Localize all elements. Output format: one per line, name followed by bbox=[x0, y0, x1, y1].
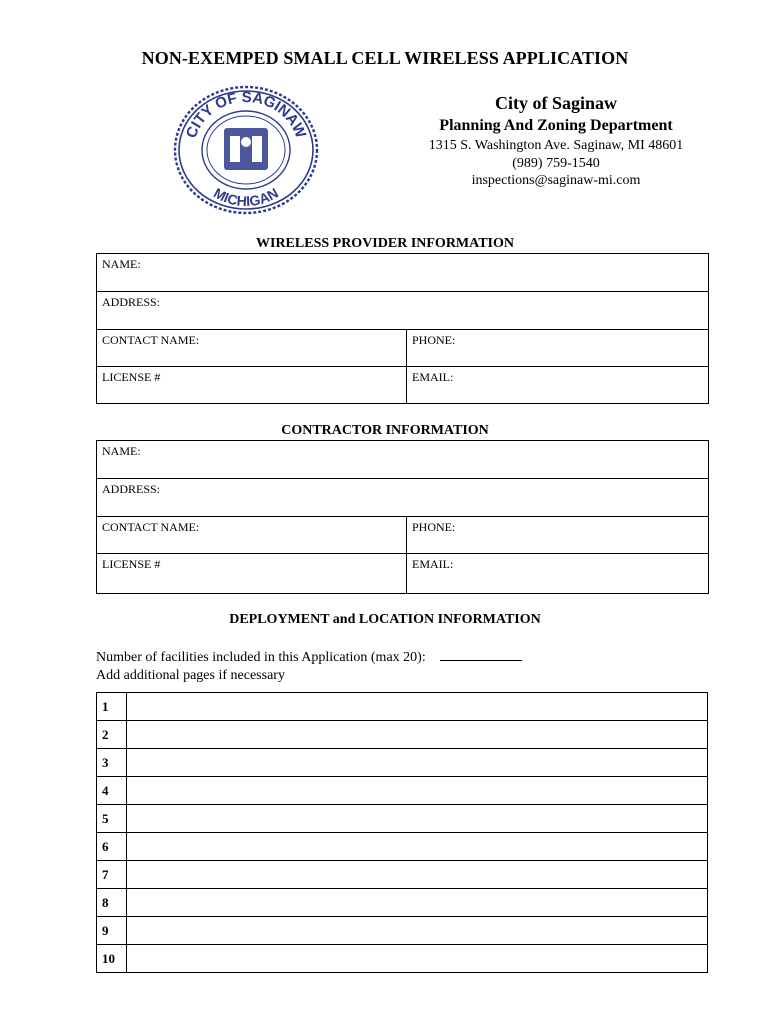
wireless-provider-table bbox=[96, 253, 709, 404]
contractor-heading: CONTRACTOR INFORMATION bbox=[281, 423, 489, 438]
provider-name-field[interactable] bbox=[97, 254, 709, 292]
provider-contact-label: CONTACT NAME: bbox=[102, 333, 200, 347]
facility-list-table bbox=[96, 692, 708, 973]
contractor-phone-field[interactable] bbox=[407, 517, 709, 554]
facility-row-number: 4 bbox=[97, 777, 127, 805]
facility-count-line bbox=[96, 648, 522, 685]
facility-row bbox=[97, 721, 708, 749]
facility-row-field[interactable] bbox=[127, 721, 708, 749]
contractor-contact-field[interactable] bbox=[97, 517, 407, 554]
facility-row bbox=[97, 749, 708, 777]
provider-license-field[interactable] bbox=[97, 367, 407, 404]
city-name: City of Saginaw bbox=[494, 93, 617, 113]
city-seal-icon bbox=[172, 84, 320, 216]
facility-row-number: 3 bbox=[97, 749, 127, 777]
contractor-contact-label: CONTACT NAME: bbox=[102, 520, 200, 534]
facility-row-number: 7 bbox=[97, 861, 127, 889]
seal-top-text: CITY OF SAGINAW bbox=[182, 88, 310, 141]
facility-row bbox=[97, 917, 708, 945]
facility-row-field[interactable] bbox=[127, 777, 708, 805]
contractor-table bbox=[96, 440, 709, 594]
seal-bottom-text: MICHIGAN bbox=[211, 184, 281, 210]
provider-address-label: ADDRESS: bbox=[102, 295, 161, 309]
deployment-heading: DEPLOYMENT and LOCATION INFORMATION bbox=[229, 612, 541, 627]
facility-row-number: 6 bbox=[97, 833, 127, 861]
facility-row-field[interactable] bbox=[127, 805, 708, 833]
contractor-name-field[interactable] bbox=[97, 441, 709, 479]
facility-row bbox=[97, 693, 708, 721]
facility-row bbox=[97, 805, 708, 833]
contractor-phone-label: PHONE: bbox=[412, 520, 456, 534]
facility-row-field[interactable] bbox=[127, 889, 708, 917]
provider-phone-label: PHONE: bbox=[412, 333, 456, 347]
facility-row-number: 1 bbox=[97, 693, 127, 721]
facility-row-field[interactable] bbox=[127, 917, 708, 945]
facility-count-label: Number of facilities included in this Application (max 20): bbox=[96, 650, 426, 665]
department-address: 1315 S. Washington Ave. Saginaw, MI 48601 bbox=[428, 138, 684, 153]
department-email: inspections@saginaw-mi.com bbox=[471, 173, 641, 188]
facility-row-field[interactable] bbox=[127, 749, 708, 777]
provider-license-label: LICENSE # bbox=[102, 370, 161, 384]
contractor-email-label: EMAIL: bbox=[412, 557, 454, 571]
facility-row-number: 8 bbox=[97, 889, 127, 917]
facility-row bbox=[97, 945, 708, 973]
facility-row-number: 5 bbox=[97, 805, 127, 833]
facility-row-field[interactable] bbox=[127, 693, 708, 721]
document-title: NON-EXEMPED SMALL CELL WIRELESS APPLICATION bbox=[141, 48, 629, 68]
additional-pages-note: Add additional pages if necessary bbox=[96, 668, 285, 683]
provider-email-field[interactable] bbox=[407, 367, 709, 404]
contractor-email-field[interactable] bbox=[407, 554, 709, 594]
department-name: Planning And Zoning Department bbox=[439, 117, 673, 134]
contractor-license-field[interactable] bbox=[97, 554, 407, 594]
provider-email-label: EMAIL: bbox=[412, 370, 454, 384]
provider-name-label: NAME: bbox=[102, 257, 141, 271]
facility-row-field[interactable] bbox=[127, 945, 708, 973]
facility-count-input[interactable] bbox=[440, 648, 522, 661]
contractor-address-field[interactable] bbox=[97, 479, 709, 517]
facility-row-number: 9 bbox=[97, 917, 127, 945]
provider-contact-field[interactable] bbox=[97, 330, 407, 367]
facility-row bbox=[97, 861, 708, 889]
department-header bbox=[400, 92, 712, 190]
provider-phone-field[interactable] bbox=[407, 330, 709, 367]
facility-row-field[interactable] bbox=[127, 861, 708, 889]
contractor-address-label: ADDRESS: bbox=[102, 482, 161, 496]
provider-address-field[interactable] bbox=[97, 292, 709, 330]
facility-row bbox=[97, 777, 708, 805]
facility-row-number: 2 bbox=[97, 721, 127, 749]
facility-row bbox=[97, 889, 708, 917]
facility-row-number: 10 bbox=[97, 945, 127, 973]
department-phone: (989) 759-1540 bbox=[512, 155, 600, 171]
contractor-license-label: LICENSE # bbox=[102, 557, 161, 571]
wireless-provider-heading: WIRELESS PROVIDER INFORMATION bbox=[256, 236, 514, 251]
facility-row-field[interactable] bbox=[127, 833, 708, 861]
contractor-name-label: NAME: bbox=[102, 444, 141, 458]
facility-row bbox=[97, 833, 708, 861]
